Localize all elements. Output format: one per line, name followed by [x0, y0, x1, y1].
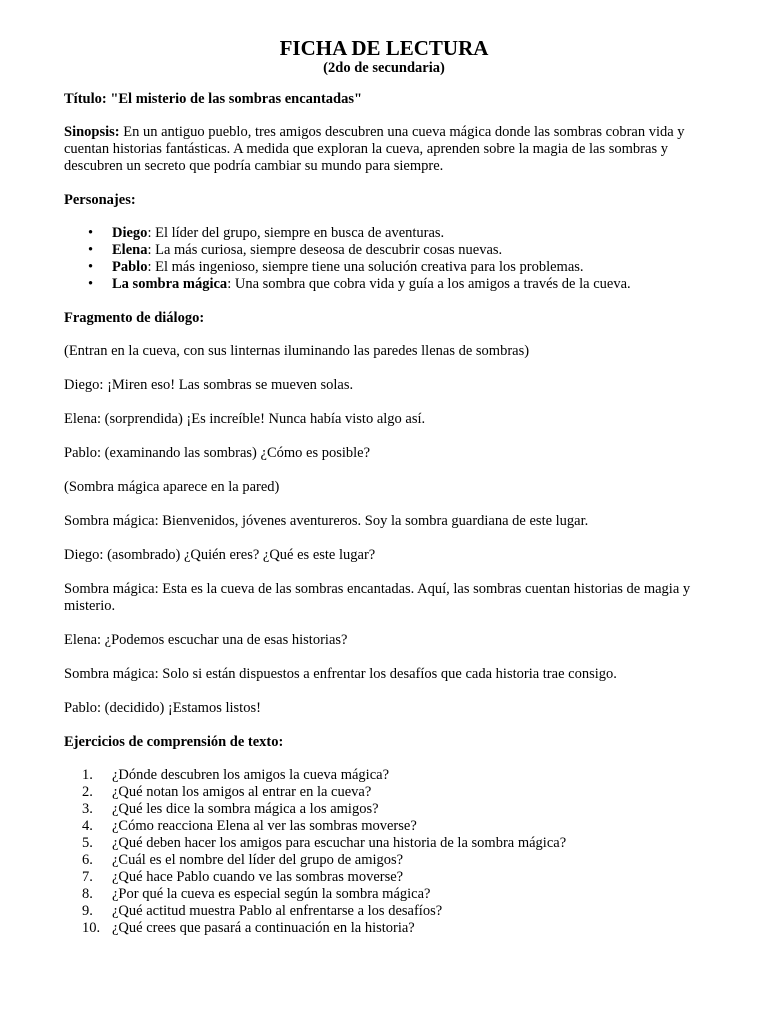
question-item [82, 903, 704, 920]
question-text: ¿Qué crees que pasará a continuación en la historia? [112, 920, 415, 936]
dialogue-line: Sombra mágica: Bienvenidos, jóvenes aventureros. Soy la sombra guardiana de este lugar. [64, 513, 589, 529]
character-name: Elena [112, 242, 148, 258]
dialogue-line: Diego: ¡Miren eso! Las sombras se mueven solas. [64, 377, 354, 393]
character-item [112, 276, 704, 293]
question-number: 2. [82, 784, 93, 800]
dialogue-line: Diego: (asombrado) ¿Quién eres? ¿Qué es este lugar? [64, 547, 376, 563]
synopsis-label: Sinopsis: [64, 124, 120, 140]
question-number: 5. [82, 835, 93, 851]
question-text: ¿Qué les dice la sombra mágica a los amigos? [112, 801, 379, 817]
question-item [82, 835, 704, 852]
story-title: Título: "El misterio de las sombras encantadas" [64, 91, 363, 107]
question-item [82, 852, 704, 869]
characters-heading: Personajes: [64, 192, 136, 208]
question-text: ¿Dónde descubren los amigos la cueva mágica? [112, 767, 390, 783]
question-number: 7. [82, 869, 93, 885]
dialogue-line: (Entran en la cueva, con sus linternas iluminando las paredes llenas de sombras) [64, 343, 530, 359]
synopsis-text: En un antiguo pueblo, tres amigos descubren una cueva mágica donde las sombras cobran vida y cuentan historias fantásticas. A medida que exploran la cueva, aprenden sobre la magia de las sombras y descubren un secreto que podría cambiar su mundo para siempre. [64, 124, 685, 174]
questions-list [64, 767, 704, 937]
question-text: ¿Cuál es el nombre del líder del grupo de amigos? [112, 852, 404, 868]
question-text: ¿Por qué la cueva es especial según la sombra mágica? [112, 886, 431, 902]
character-name: Diego [112, 225, 148, 241]
question-item [82, 767, 704, 784]
question-item [82, 920, 704, 937]
dialogue-line: Sombra mágica: Solo si están dispuestos a enfrentar los desafíos que cada historia trae consigo. [64, 666, 617, 682]
dialogue-line: Elena: (sorprendida) ¡Es increíble! Nunca había visto algo así. [64, 411, 426, 427]
character-item [112, 242, 704, 259]
page-title: FICHA DE LECTURA [279, 36, 489, 60]
character-desc: : El más ingenioso, siempre tiene una solución creativa para los problemas. [147, 259, 584, 275]
dialogue-heading: Fragmento de diálogo: [64, 310, 205, 326]
question-number: 10. [82, 920, 101, 936]
synopsis [64, 124, 704, 175]
question-number: 1. [82, 767, 93, 783]
question-text: ¿Qué deben hacer los amigos para escuchar una historia de la sombra mágica? [112, 835, 567, 851]
character-desc: : La más curiosa, siempre deseosa de descubrir cosas nuevas. [147, 242, 503, 258]
question-number: 3. [82, 801, 93, 817]
question-item [82, 801, 704, 818]
question-number: 6. [82, 852, 93, 868]
characters-list [64, 225, 704, 293]
page-subtitle: (2do de secundaria) [323, 60, 445, 76]
character-name: La sombra mágica [112, 276, 228, 292]
dialogue-line: Pablo: (decidido) ¡Estamos listos! [64, 700, 261, 716]
character-item [112, 225, 704, 242]
dialogue-line: Elena: ¿Podemos escuchar una de esas historias? [64, 632, 348, 648]
question-number: 4. [82, 818, 93, 834]
character-item [112, 259, 704, 276]
question-item [82, 886, 704, 903]
question-text: ¿Qué actitud muestra Pablo al enfrentarse a los desafíos? [112, 903, 443, 919]
dialogue-line: Pablo: (examinando las sombras) ¿Cómo es posible? [64, 445, 371, 461]
question-text: ¿Qué notan los amigos al entrar en la cueva? [112, 784, 372, 800]
question-item [82, 818, 704, 835]
question-text: ¿Qué hace Pablo cuando ve las sombras moverse? [112, 869, 404, 885]
dialogue-line: (Sombra mágica aparece en la pared) [64, 479, 280, 495]
exercises-heading: Ejercicios de comprensión de texto: [64, 734, 284, 750]
character-desc: : El líder del grupo, siempre en busca de aventuras. [147, 225, 445, 241]
question-number: 9. [82, 903, 93, 919]
dialogue-line: Sombra mágica: Esta es la cueva de las sombras encantadas. Aquí, las sombras cuentan historias de magia y misterio. [64, 581, 691, 614]
character-name: Pablo [112, 259, 148, 275]
character-desc: : Una sombra que cobra vida y guía a los amigos a través de la cueva. [227, 276, 631, 292]
question-text: ¿Cómo reacciona Elena al ver las sombras moverse? [112, 818, 417, 834]
question-item [82, 784, 704, 801]
question-item [82, 869, 704, 886]
question-number: 8. [82, 886, 93, 902]
